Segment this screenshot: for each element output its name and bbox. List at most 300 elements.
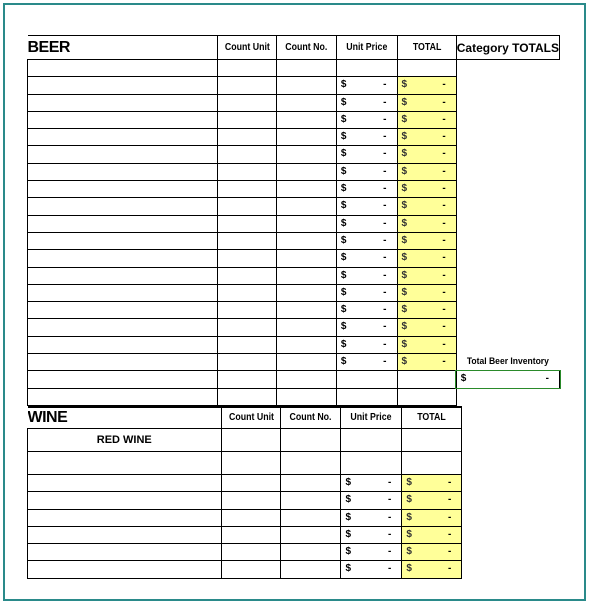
table-row xyxy=(28,561,560,578)
amount-value: - xyxy=(442,148,446,160)
currency-symbol: $ xyxy=(340,356,347,368)
unit-price-cell[interactable] xyxy=(341,451,402,474)
col-total: TOTAL xyxy=(417,411,447,423)
total-cell[interactable] xyxy=(397,232,456,249)
currency-symbol: $ xyxy=(401,113,408,125)
count-unit-cell[interactable] xyxy=(217,388,277,405)
count-unit-cell[interactable] xyxy=(217,250,277,267)
count-unit-cell[interactable] xyxy=(217,94,277,111)
total-cell[interactable] xyxy=(402,509,462,526)
amount-value: - xyxy=(383,113,387,125)
unit-price-cell[interactable] xyxy=(336,129,397,146)
item-cell[interactable] xyxy=(28,474,222,491)
unit-price-cell[interactable] xyxy=(341,428,402,451)
item-cell[interactable] xyxy=(28,319,218,336)
amount-value: - xyxy=(383,234,387,246)
currency-symbol: $ xyxy=(460,373,467,385)
table-row xyxy=(28,492,560,509)
table-row xyxy=(28,77,560,94)
category-cell xyxy=(456,111,559,128)
unit-price-cell[interactable] xyxy=(336,388,397,405)
unit-price-cell[interactable] xyxy=(336,250,397,267)
currency-symbol: $ xyxy=(401,356,408,368)
category-cell xyxy=(462,526,560,543)
category-cell xyxy=(462,474,560,491)
spreadsheet xyxy=(27,35,560,579)
amount-value: - xyxy=(383,148,387,160)
unit-price-cell[interactable] xyxy=(336,232,397,249)
item-cell[interactable] xyxy=(28,336,218,353)
table-row xyxy=(28,474,560,491)
amount-value: - xyxy=(442,286,446,298)
category-cell xyxy=(456,215,559,232)
count-no-cell[interactable] xyxy=(277,354,337,371)
category-cell xyxy=(456,336,559,353)
amount-value: - xyxy=(442,183,446,195)
table-row xyxy=(28,371,560,388)
wine-header-row xyxy=(28,407,560,429)
amount-value: - xyxy=(442,304,446,316)
amount-value: - xyxy=(447,476,452,488)
total-cell[interactable] xyxy=(397,215,456,232)
total-cell[interactable] xyxy=(402,428,462,451)
count-unit-cell[interactable] xyxy=(221,544,281,561)
item-cell[interactable] xyxy=(28,232,218,249)
count-no-cell[interactable] xyxy=(277,146,337,163)
table-row xyxy=(28,284,560,301)
unit-price-cell[interactable] xyxy=(336,198,397,215)
item-cell[interactable] xyxy=(28,544,222,561)
total-cell[interactable] xyxy=(397,302,456,319)
count-no-cell[interactable] xyxy=(277,336,337,353)
amount-value: - xyxy=(383,183,387,195)
currency-symbol: $ xyxy=(401,96,408,108)
unit-price-cell[interactable] xyxy=(336,77,397,94)
category-cell xyxy=(456,181,559,198)
item-cell[interactable] xyxy=(28,163,218,180)
total-cell[interactable] xyxy=(397,198,456,215)
table-row xyxy=(28,146,560,163)
total-cell[interactable] xyxy=(397,371,456,388)
amount-value: - xyxy=(545,373,549,385)
currency-symbol: $ xyxy=(340,183,347,195)
unit-price-cell[interactable] xyxy=(336,163,397,180)
item-cell[interactable] xyxy=(28,250,218,267)
total-cell[interactable] xyxy=(397,267,456,284)
currency-symbol: $ xyxy=(406,563,412,575)
amount-value: - xyxy=(388,563,392,575)
col-total: TOTAL xyxy=(412,41,441,53)
amount-value: - xyxy=(447,511,452,523)
amount-value: - xyxy=(383,131,387,143)
amount-value: - xyxy=(442,321,446,333)
amount-value: - xyxy=(383,269,387,281)
count-unit-cell[interactable] xyxy=(217,319,277,336)
item-cell[interactable] xyxy=(28,198,218,215)
currency-symbol: $ xyxy=(345,494,351,506)
amount-value: - xyxy=(442,217,446,229)
count-unit-cell[interactable] xyxy=(221,451,281,474)
unit-price-cell[interactable] xyxy=(336,371,397,388)
amount-value: - xyxy=(442,356,446,368)
category-cell xyxy=(456,319,559,336)
unit-price-cell[interactable] xyxy=(336,215,397,232)
category-cell xyxy=(456,198,559,215)
count-no-cell[interactable] xyxy=(277,388,337,405)
table-row xyxy=(28,336,560,353)
table-row xyxy=(28,388,560,405)
currency-symbol: $ xyxy=(340,131,347,143)
unit-price-cell[interactable] xyxy=(336,267,397,284)
currency-symbol: $ xyxy=(345,528,351,540)
currency-symbol: $ xyxy=(401,217,408,229)
amount-value: - xyxy=(383,321,387,333)
currency-symbol: $ xyxy=(345,476,351,488)
count-no-cell[interactable] xyxy=(277,77,337,94)
amount-value: - xyxy=(388,476,392,488)
category-cell xyxy=(462,509,560,526)
total-cell[interactable] xyxy=(397,146,456,163)
total-cell[interactable] xyxy=(397,250,456,267)
table-row xyxy=(28,111,560,128)
item-cell[interactable] xyxy=(28,284,218,301)
unit-price-cell[interactable] xyxy=(341,526,402,543)
table-row xyxy=(28,163,560,180)
item-cell[interactable] xyxy=(28,60,218,77)
count-unit-cell[interactable] xyxy=(221,509,281,526)
category-cell xyxy=(462,407,560,429)
currency-symbol: $ xyxy=(340,217,347,229)
amount-value: - xyxy=(383,252,387,264)
amount-value: - xyxy=(447,546,452,558)
amount-value: - xyxy=(383,79,387,91)
count-no-cell[interactable] xyxy=(277,129,337,146)
currency-symbol: $ xyxy=(401,131,408,143)
amount-value: - xyxy=(383,165,387,177)
unit-price-cell[interactable] xyxy=(341,509,402,526)
amount-value: - xyxy=(388,511,392,523)
count-unit-cell[interactable] xyxy=(217,129,277,146)
currency-symbol: $ xyxy=(401,252,408,264)
item-cell[interactable] xyxy=(28,77,218,94)
count-unit-cell[interactable] xyxy=(217,371,277,388)
total-cell[interactable] xyxy=(397,129,456,146)
currency-symbol: $ xyxy=(401,165,408,177)
currency-symbol: $ xyxy=(401,269,408,281)
total-cell[interactable] xyxy=(402,561,462,578)
count-no-cell[interactable] xyxy=(277,111,337,128)
table-row xyxy=(28,451,560,474)
count-no-cell[interactable] xyxy=(277,215,337,232)
count-unit-cell[interactable] xyxy=(221,561,281,578)
amount-value: - xyxy=(442,338,446,350)
currency-symbol: $ xyxy=(401,286,408,298)
red-wine-subheading: RED WINE xyxy=(28,428,222,451)
item-cell[interactable] xyxy=(28,215,218,232)
total-cell[interactable] xyxy=(402,474,462,491)
amount-value: - xyxy=(442,269,446,281)
currency-symbol: $ xyxy=(340,148,347,160)
total-cell[interactable] xyxy=(397,354,456,371)
table-row xyxy=(28,60,560,77)
count-no-cell[interactable] xyxy=(277,284,337,301)
item-cell[interactable] xyxy=(28,181,218,198)
table-row xyxy=(28,319,560,336)
count-unit-cell[interactable] xyxy=(221,428,281,451)
table-row xyxy=(28,428,560,451)
amount-value: - xyxy=(442,131,446,143)
currency-symbol: $ xyxy=(401,183,408,195)
count-unit-cell[interactable] xyxy=(217,60,277,77)
item-cell[interactable] xyxy=(28,526,222,543)
category-cell xyxy=(456,388,559,405)
amount-value: - xyxy=(383,96,387,108)
unit-price-cell[interactable] xyxy=(336,60,397,77)
item-cell[interactable] xyxy=(28,371,218,388)
item-cell[interactable] xyxy=(28,561,222,578)
count-no-cell[interactable] xyxy=(277,250,337,267)
currency-symbol: $ xyxy=(340,338,347,350)
currency-symbol: $ xyxy=(340,200,347,212)
item-cell[interactable] xyxy=(28,267,218,284)
amount-value: - xyxy=(383,304,387,316)
amount-value: - xyxy=(442,252,446,264)
currency-symbol: $ xyxy=(401,321,408,333)
wine-title: WINE xyxy=(28,407,222,429)
amount-value: - xyxy=(383,217,387,229)
amount-value: - xyxy=(388,528,392,540)
total-cell[interactable] xyxy=(397,336,456,353)
total-cell[interactable] xyxy=(397,77,456,94)
count-no-cell[interactable] xyxy=(277,267,337,284)
col-count-unit: Count Unit xyxy=(224,41,270,53)
col-count-no: Count No. xyxy=(285,41,328,53)
count-unit-cell[interactable] xyxy=(217,111,277,128)
item-cell[interactable] xyxy=(28,492,222,509)
count-no-cell[interactable] xyxy=(281,451,341,474)
count-no-cell[interactable] xyxy=(281,428,341,451)
col-count-unit: Count Unit xyxy=(228,411,274,423)
item-cell[interactable] xyxy=(28,94,218,111)
count-unit-cell[interactable] xyxy=(217,232,277,249)
table-row xyxy=(28,181,560,198)
unit-price-cell[interactable] xyxy=(341,561,402,578)
unit-price-cell[interactable] xyxy=(336,146,397,163)
count-unit-cell[interactable] xyxy=(217,267,277,284)
count-unit-cell[interactable] xyxy=(221,492,281,509)
currency-symbol: $ xyxy=(401,79,408,91)
total-cell[interactable] xyxy=(397,388,456,405)
col-unit-price: Unit Price xyxy=(346,41,388,53)
currency-symbol: $ xyxy=(401,234,408,246)
currency-symbol: $ xyxy=(340,79,347,91)
count-no-cell[interactable] xyxy=(277,163,337,180)
count-no-cell[interactable] xyxy=(277,181,337,198)
currency-symbol: $ xyxy=(345,546,351,558)
count-unit-cell[interactable] xyxy=(217,284,277,301)
amount-value: - xyxy=(383,200,387,212)
count-no-cell[interactable] xyxy=(277,319,337,336)
unit-price-cell[interactable] xyxy=(336,181,397,198)
total-beer-inventory-label: Total Beer Inventory xyxy=(467,355,550,367)
currency-symbol: $ xyxy=(340,269,347,281)
unit-price-cell[interactable] xyxy=(341,492,402,509)
count-unit-cell[interactable] xyxy=(217,336,277,353)
item-cell[interactable] xyxy=(28,509,222,526)
currency-symbol: $ xyxy=(340,321,347,333)
category-cell xyxy=(462,451,560,474)
total-beer-inventory-value xyxy=(456,371,559,388)
unit-price-cell[interactable] xyxy=(336,284,397,301)
col-count-no: Count No. xyxy=(289,411,332,423)
category-cell xyxy=(462,544,560,561)
table-row xyxy=(28,232,560,249)
currency-symbol: $ xyxy=(401,304,408,316)
category-cell xyxy=(456,232,559,249)
currency-symbol: $ xyxy=(406,476,412,488)
category-cell xyxy=(456,250,559,267)
total-cell[interactable] xyxy=(397,181,456,198)
currency-symbol: $ xyxy=(406,528,412,540)
unit-price-cell[interactable] xyxy=(336,111,397,128)
table-row xyxy=(28,302,560,319)
item-cell[interactable] xyxy=(28,129,218,146)
count-unit-cell[interactable] xyxy=(217,215,277,232)
total-cell[interactable] xyxy=(397,111,456,128)
currency-symbol: $ xyxy=(401,200,408,212)
table-row xyxy=(28,526,560,543)
total-cell[interactable] xyxy=(402,544,462,561)
count-no-cell[interactable] xyxy=(281,561,341,578)
count-no-cell[interactable] xyxy=(277,198,337,215)
amount-value: - xyxy=(388,546,392,558)
currency-symbol: $ xyxy=(406,546,412,558)
item-cell[interactable] xyxy=(28,354,218,371)
item-cell[interactable] xyxy=(28,451,222,474)
item-cell[interactable] xyxy=(28,388,218,405)
category-cell xyxy=(456,302,559,319)
currency-symbol: $ xyxy=(406,511,412,523)
table-row xyxy=(28,198,560,215)
count-unit-cell[interactable] xyxy=(217,163,277,180)
amount-value: - xyxy=(442,200,446,212)
category-totals-heading: Category TOTALS xyxy=(456,36,559,60)
category-cell xyxy=(456,163,559,180)
category-cell xyxy=(456,284,559,301)
unit-price-cell[interactable] xyxy=(336,319,397,336)
count-unit-cell[interactable] xyxy=(217,181,277,198)
item-cell[interactable] xyxy=(28,111,218,128)
amount-value: - xyxy=(447,528,452,540)
currency-symbol: $ xyxy=(345,511,351,523)
count-no-cell[interactable] xyxy=(281,526,341,543)
count-unit-cell[interactable] xyxy=(221,526,281,543)
col-unit-price: Unit Price xyxy=(350,411,392,423)
count-no-cell[interactable] xyxy=(277,94,337,111)
total-cell[interactable] xyxy=(402,492,462,509)
amount-value: - xyxy=(383,286,387,298)
category-cell xyxy=(456,129,559,146)
unit-price-cell[interactable] xyxy=(341,544,402,561)
count-unit-cell[interactable] xyxy=(221,474,281,491)
currency-symbol: $ xyxy=(340,113,347,125)
count-unit-cell[interactable] xyxy=(217,302,277,319)
count-no-cell[interactable] xyxy=(277,232,337,249)
category-cell xyxy=(462,561,560,578)
amount-value: - xyxy=(442,79,446,91)
currency-symbol: $ xyxy=(340,286,347,298)
category-cell xyxy=(462,492,560,509)
amount-value: - xyxy=(442,165,446,177)
count-unit-cell[interactable] xyxy=(217,198,277,215)
amount-value: - xyxy=(442,234,446,246)
table-row xyxy=(28,544,560,561)
amount-value: - xyxy=(442,96,446,108)
total-cell[interactable] xyxy=(397,163,456,180)
total-cell[interactable] xyxy=(397,284,456,301)
category-cell xyxy=(456,267,559,284)
total-cell[interactable] xyxy=(402,526,462,543)
category-cell xyxy=(456,146,559,163)
currency-symbol: $ xyxy=(345,563,351,575)
count-no-cell[interactable] xyxy=(281,492,341,509)
unit-price-cell[interactable] xyxy=(336,354,397,371)
table-row xyxy=(28,250,560,267)
count-no-cell[interactable] xyxy=(277,371,337,388)
count-no-cell[interactable] xyxy=(281,509,341,526)
beer-title: BEER xyxy=(28,36,218,60)
category-cell xyxy=(456,60,559,77)
amount-value: - xyxy=(447,494,452,506)
item-cell[interactable] xyxy=(28,302,218,319)
total-cell[interactable] xyxy=(397,94,456,111)
currency-symbol: $ xyxy=(340,165,347,177)
table-row xyxy=(28,94,560,111)
count-unit-cell[interactable] xyxy=(217,354,277,371)
unit-price-cell[interactable] xyxy=(336,336,397,353)
amount-value: - xyxy=(442,113,446,125)
beer-table xyxy=(27,35,560,406)
table-row xyxy=(28,267,560,284)
total-cell[interactable] xyxy=(402,451,462,474)
count-unit-cell[interactable] xyxy=(217,146,277,163)
count-no-cell[interactable] xyxy=(277,60,337,77)
table-row xyxy=(28,129,560,146)
category-cell xyxy=(456,94,559,111)
unit-price-cell[interactable] xyxy=(341,474,402,491)
count-no-cell[interactable] xyxy=(281,474,341,491)
unit-price-cell[interactable] xyxy=(336,302,397,319)
currency-symbol: $ xyxy=(340,252,347,264)
amount-value: - xyxy=(447,563,452,575)
currency-symbol: $ xyxy=(340,304,347,316)
amount-value: - xyxy=(388,494,392,506)
currency-symbol: $ xyxy=(406,494,412,506)
unit-price-cell[interactable] xyxy=(336,94,397,111)
count-no-cell[interactable] xyxy=(281,544,341,561)
item-cell[interactable] xyxy=(28,146,218,163)
count-unit-cell[interactable] xyxy=(217,77,277,94)
currency-symbol: $ xyxy=(340,96,347,108)
table-row xyxy=(28,215,560,232)
count-no-cell[interactable] xyxy=(277,302,337,319)
wine-table xyxy=(27,406,560,579)
total-cell[interactable] xyxy=(397,60,456,77)
currency-symbol: $ xyxy=(340,234,347,246)
total-cell[interactable] xyxy=(397,319,456,336)
amount-value: - xyxy=(383,356,387,368)
table-row xyxy=(28,354,560,371)
